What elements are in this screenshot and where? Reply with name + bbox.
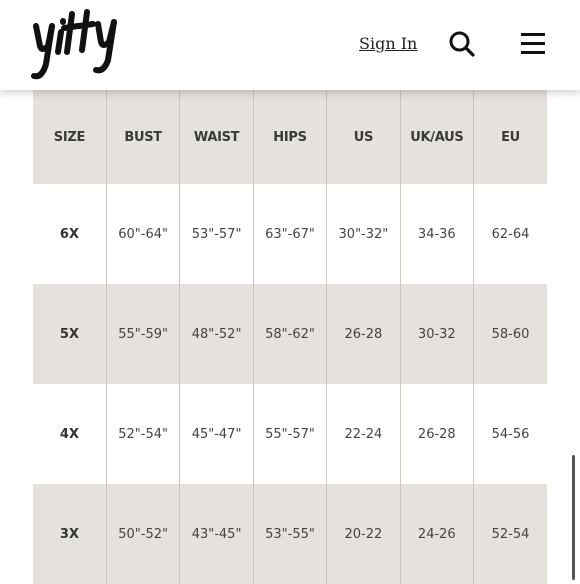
hips-cell: 63"-67" [253,184,326,284]
yitty-logo[interactable] [30,6,130,89]
bust-cell: 50"-52" [106,484,179,584]
us-cell: 30"-32" [327,184,400,284]
hips-cell: 53"-55" [253,484,326,584]
waist-cell: 48"-52" [180,284,253,384]
us-cell: 22-24 [327,384,400,484]
uk-aus-cell: 34-36 [400,184,473,284]
search-icon[interactable] [448,30,476,63]
table-row [33,384,547,484]
yitty-logo-mark [30,6,130,84]
uk-aus-cell: 26-28 [400,384,473,484]
hips-cell: 55"-57" [253,384,326,484]
uk-aus-cell: 24-26 [400,484,473,584]
column-header-bust: BUST [106,90,179,184]
size-chart [33,90,547,584]
eu-cell: 58-60 [474,284,547,384]
size-chart-header-row [33,90,547,184]
site-header [0,0,580,90]
column-header-uk-aus: UK/AUS [400,90,473,184]
eu-cell: 54-56 [474,384,547,484]
table-row [33,284,547,384]
size-chart-table [33,90,547,584]
size-cell: 5X [33,284,106,384]
hamburger-menu-icon[interactable] [519,31,547,62]
bust-cell: 55"-59" [106,284,179,384]
waist-cell: 45"-47" [180,384,253,484]
eu-cell: 52-54 [474,484,547,584]
table-row [33,484,547,584]
waist-cell: 53"-57" [180,184,253,284]
column-header-waist: WAIST [180,90,253,184]
eu-cell: 62-64 [474,184,547,284]
column-header-size: SIZE [33,90,106,184]
us-cell: 20-22 [327,484,400,584]
hips-cell: 58"-62" [253,284,326,384]
size-cell: 4X [33,384,106,484]
column-header-eu: EU [474,90,547,184]
bust-cell: 60"-64" [106,184,179,284]
size-cell: 6X [33,184,106,284]
sign-in-link[interactable]: Sign In [359,34,418,53]
table-row [33,184,547,284]
column-header-us: US [327,90,400,184]
waist-cell: 43"-45" [180,484,253,584]
page-scrollbar[interactable] [572,455,575,580]
us-cell: 26-28 [327,284,400,384]
column-header-hips: HIPS [253,90,326,184]
uk-aus-cell: 30-32 [400,284,473,384]
size-cell: 3X [33,484,106,584]
bust-cell: 52"-54" [106,384,179,484]
